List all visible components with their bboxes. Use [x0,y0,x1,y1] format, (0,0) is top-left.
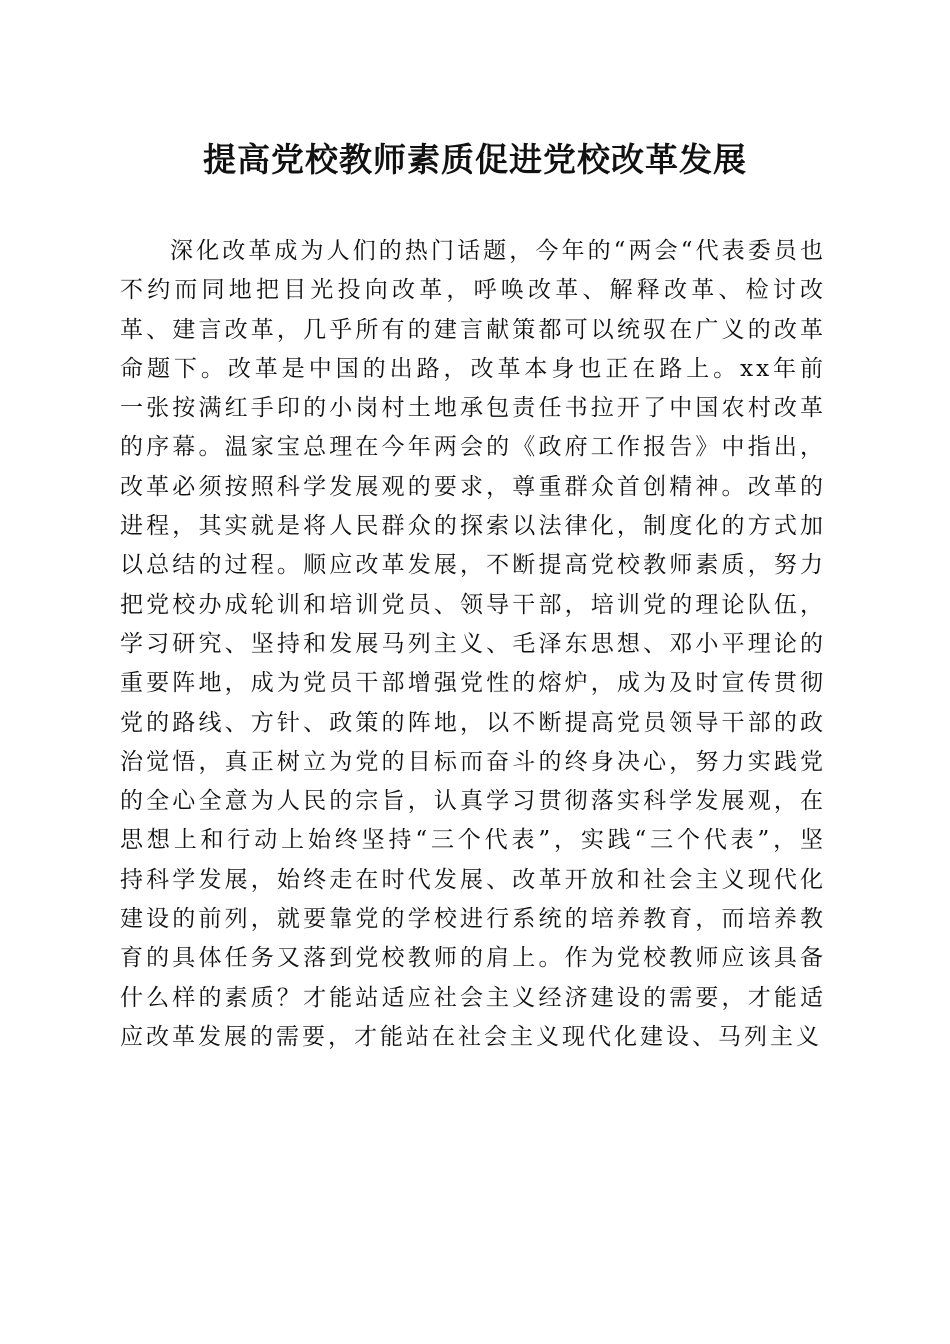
body-paragraph: 深化改革成为人们的热门话题，今年的“两会“代表委员也不约而同地把目光投向改革，呼唤改革、解释改革、检讨改革、建言改革，几乎所有的建言献策都可以统驭在广义的改革命题下。改革是中国的出路，改革本身也正在路上。xx年前一张按满红手印的小岗村土地承包责任书拉开了中国农村改革的序幕。温家宝总理在今年两会的《政府工作报告》中指出，改革必须按照科学发展观的要求，尊重群众首创精神。改革的进程，其实就是将人民群众的探索以法律化，制度化的方式加以总结的过程。顺应改革发展，不断提高党校教师素质，努力把党校办成轮训和培训党员、领导干部，培训党的理论队伍，学习研究、坚持和发展马列主义、毛泽东思想、邓小平理论的重要阵地，成为党员干部增强党性的熔炉，成为及时宣传贯彻党的路线、方针、政策的阵地，以不断提高党员领导干部的政治觉悟，真正树立为党的目标而奋斗的终身决心，努力实践党的全心全意为人民的宗旨，认真学习贯彻落实科学发展观，在思想上和行动上始终坚持“三个代表”，实践“三个代表”，坚持科学发展，始终走在时代发展、改革开放和社会主义现代化建设的前列，就要靠党的学校进行系统的培养教育，而培养教育的具体任务又落到党校教师的肩上。作为党校教师应该具备什么样的素质？才能站适应社会主义经济建设的需要，才能适应改革发展的需要，才能站在社会主义现代化建设、马列主义 [120,238,826,1050]
document-title: 提高党校教师素质促进党校改革发展 [203,140,747,179]
